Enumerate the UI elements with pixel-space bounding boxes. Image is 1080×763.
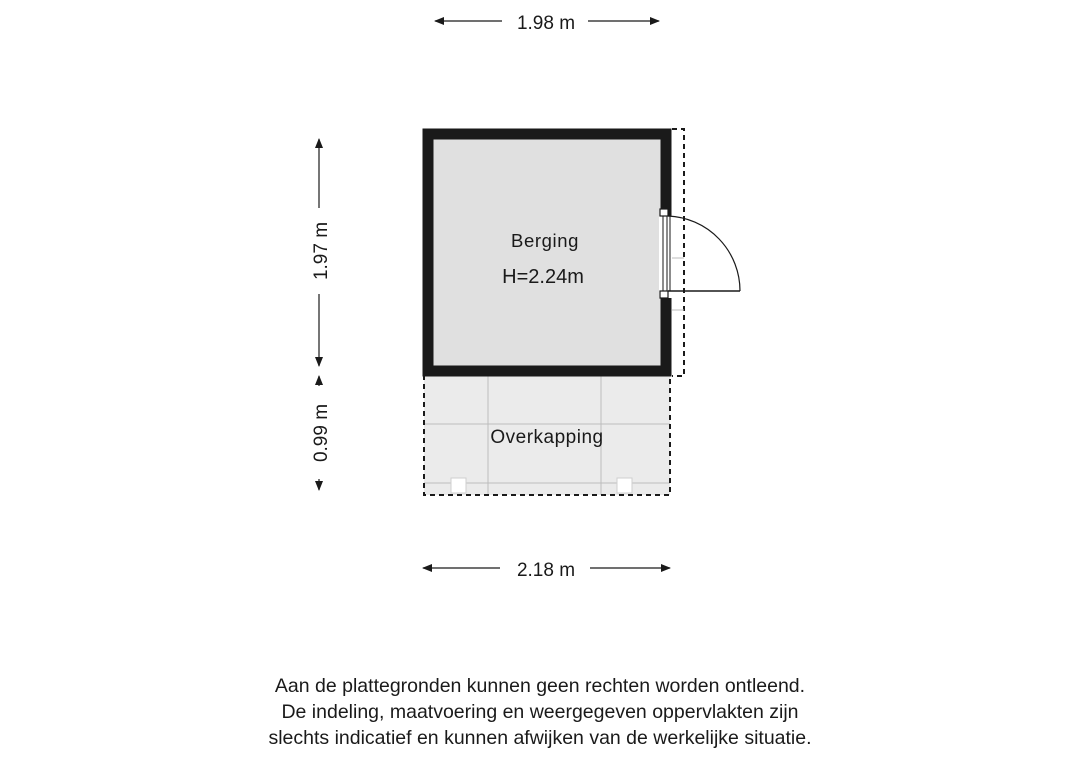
dimension-left-overkapping-label: 0.99 m (311, 403, 332, 463)
dimension-left-overkapping (311, 376, 332, 490)
post-left (451, 478, 466, 493)
disclaimer (0, 673, 1080, 751)
disclaimer-line-2: De indeling, maatvoering en weergegeven oppervlakten zijn (281, 701, 799, 723)
dimension-left-berging-label: 1.97 m (311, 221, 332, 281)
dimension-top-label: 1.98 m (516, 13, 576, 34)
dimension-bottom (423, 560, 670, 581)
overkapping-area (424, 375, 670, 495)
disclaimer-line-3: slechts indicatief en kunnen afwijken van de werkelijke situatie. (268, 727, 812, 749)
berging-height: H=2.24m (502, 266, 584, 288)
berging-walls (428, 134, 666, 371)
overkapping-label: Overkapping (490, 427, 604, 448)
door-jamb-bottom (660, 291, 668, 298)
door-jamb-top (660, 209, 668, 216)
dimension-left-berging (311, 139, 332, 366)
post-right (617, 478, 632, 493)
berging-room (428, 129, 740, 376)
door[interactable] (659, 209, 740, 298)
berging-label: Berging (511, 230, 579, 251)
dimension-bottom-label: 2.18 m (516, 560, 576, 581)
right-wall-dashed (672, 129, 684, 376)
disclaimer-line-1: Aan de plattegronden kunnen geen rechten worden ontleend. (274, 675, 806, 697)
dimension-top (435, 13, 659, 34)
